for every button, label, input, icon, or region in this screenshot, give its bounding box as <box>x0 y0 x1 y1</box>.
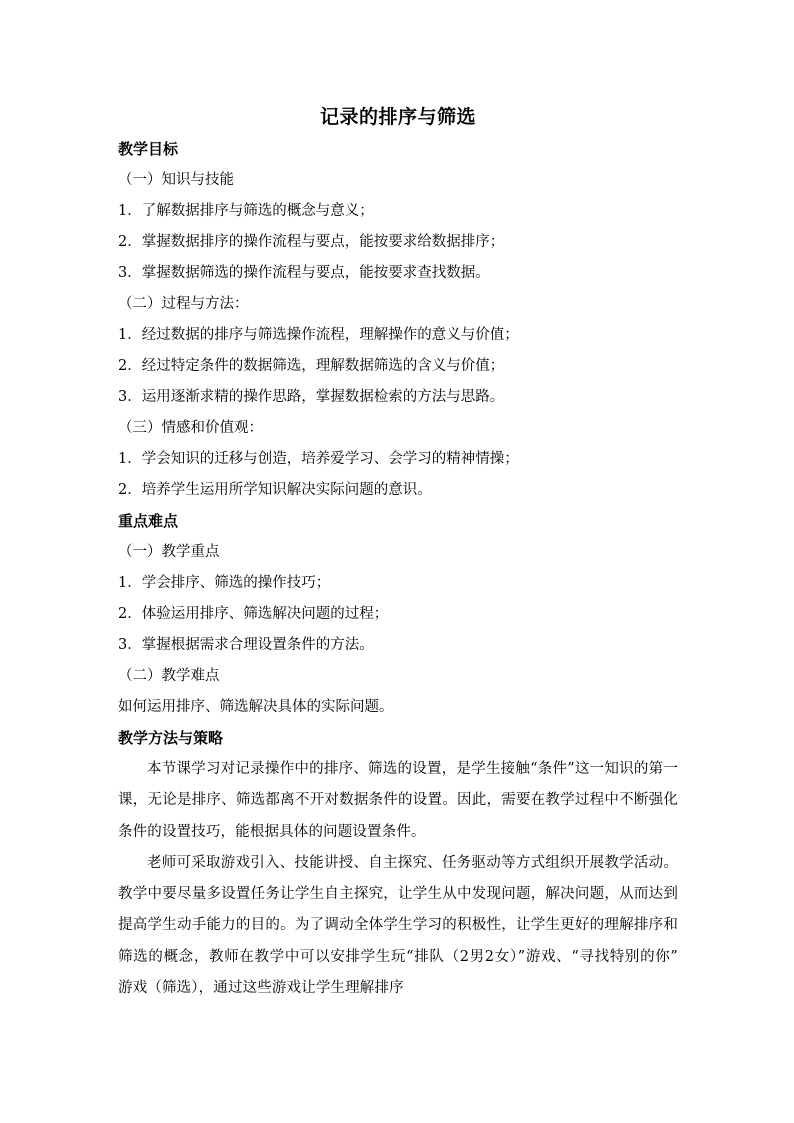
document-body <box>118 104 693 1004</box>
subsection-emotion-values: （三）情感和价值观： <box>118 420 263 436</box>
list-item: 1．了解数据排序与筛选的概念与意义； <box>118 203 374 219</box>
list-item: 1．学会知识的迁移与创造，培养爱学习、会学习的精神情操； <box>118 451 519 467</box>
subsection-teaching-focus: （一）教学重点 <box>118 544 220 560</box>
methods-paragraph-1: 本节课学习对记录操作中的排序、筛选的设置，是学生接触“条件”这一知识的第一课，无论是排序、筛选都离不开对数据条件的设置。因此，需要在教学过程中不断强化条件的设置技巧，能根据具体的问题设置条件。 <box>118 761 678 840</box>
section-heading-key-points: 重点难点 <box>118 512 179 530</box>
list-item: 1．学会排序、筛选的操作技巧； <box>118 575 331 591</box>
list-item: 2．培养学生运用所学知识解决实际问题的意识。 <box>118 482 432 498</box>
list-item: 3．运用逐渐求精的操作思路，掌握数据检索的方法与思路。 <box>118 389 505 405</box>
list-item: 2．经过特定条件的数据筛选，理解数据筛选的含义与价值； <box>118 358 505 374</box>
subsection-teaching-difficulty: （二）教学难点 <box>118 668 220 684</box>
methods-paragraph-2: 老师可采取游戏引入、技能讲授、自主探究、任务驱动等方式组织开展教学活动。教学中要尽量多设置任务让学生自主探究，让学生从中发现问题，解决问题，从而达到提高学生动手能力的目的。为了调动全体学生学习的积极性，让学生更好的理解排序和筛选的概念，教师在教学中可以安排学生玩“排队（2男2女）”游戏、“寻找特别的你” 游戏（筛选），通过这些游戏让学生理解排序 <box>118 854 693 997</box>
list-item: 3．掌握根据需求合理设置条件的方法。 <box>118 637 374 653</box>
difficulty-text: 如何运用排序、筛选解决具体的实际问题。 <box>118 699 394 715</box>
section-heading-methods: 教学方法与策略 <box>118 729 224 747</box>
list-item: 3．掌握数据筛选的操作流程与要点，能按要求查找数据。 <box>118 265 490 281</box>
document-title: 记录的排序与筛选 <box>319 106 476 128</box>
list-item: 2．掌握数据排序的操作流程与要点，能按要求给数据排序； <box>118 234 505 250</box>
subsection-process-methods: （二）过程与方法： <box>118 296 249 312</box>
section-heading-goals: 教学目标 <box>118 140 179 158</box>
list-item: 2．体验运用排序、筛选解决问题的过程； <box>118 606 389 622</box>
subsection-knowledge-skills: （一）知识与技能 <box>118 172 234 188</box>
list-item: 1．经过数据的排序与筛选操作流程，理解操作的意义与价值； <box>118 327 519 343</box>
